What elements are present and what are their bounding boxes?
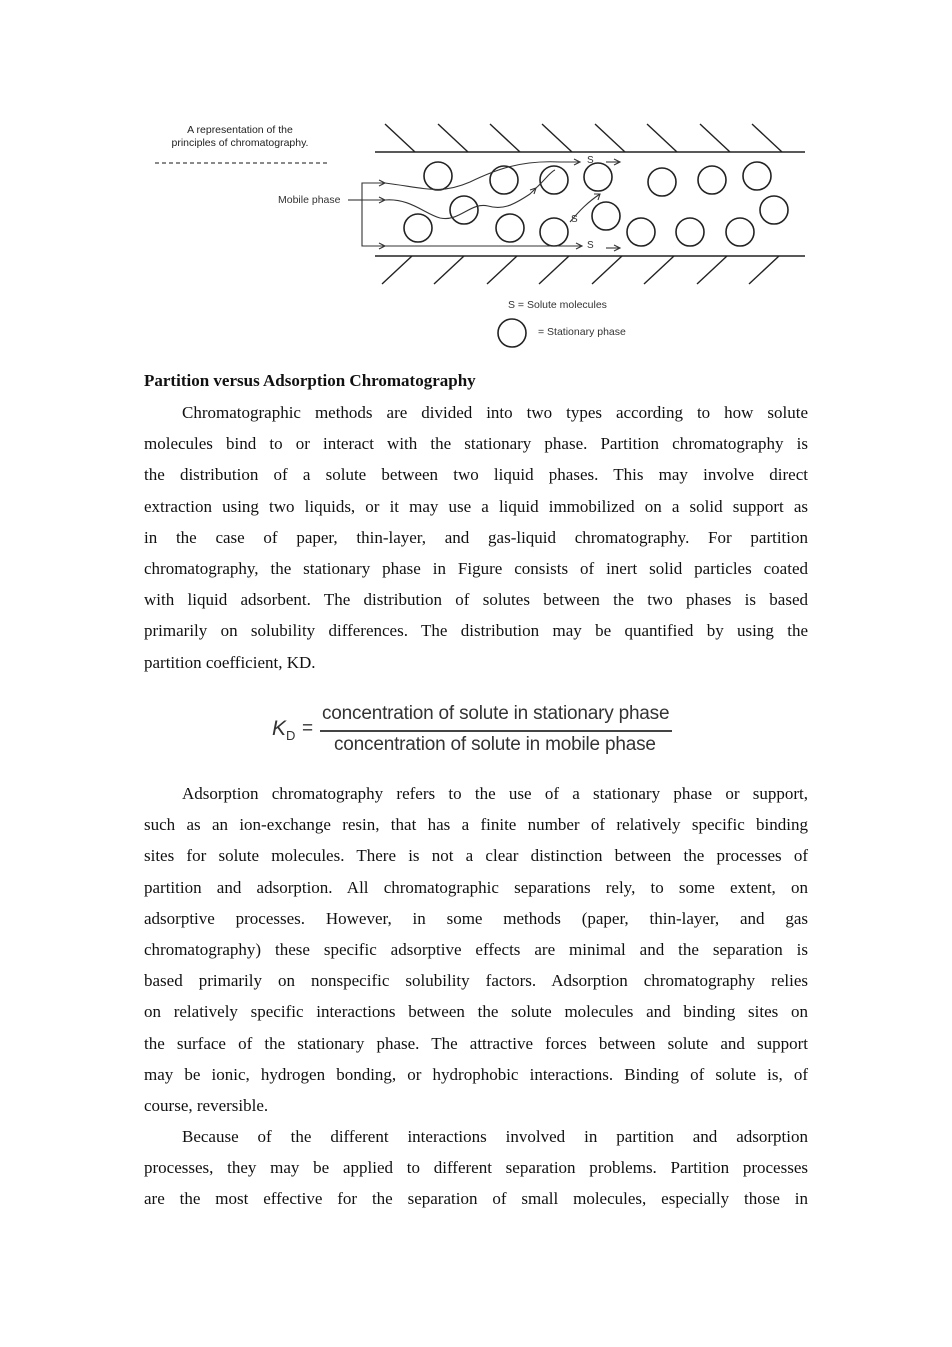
paragraph-adsorption xyxy=(144,778,808,1121)
figure-caption-line2: principles of chromatography. xyxy=(171,137,309,149)
legend-stationary-text: = Stationary phase xyxy=(538,326,626,338)
equation-numerator: concentration of solute in stationary phase xyxy=(322,703,670,724)
paragraph-partition xyxy=(144,397,808,678)
chromatography-figure xyxy=(140,110,820,365)
figure-caption xyxy=(155,124,325,150)
legend-solute-text: S = Solute molecules xyxy=(508,299,607,311)
equation-fraction-bar xyxy=(320,730,672,732)
equation-symbol xyxy=(272,717,295,741)
paragraph-line: based primarily on nonspecific solubility factors. Adsorption chromatography relies xyxy=(144,971,808,991)
paragraph-line: chromatography, the stationary phase in Figure consists of inert solid particles coated xyxy=(144,558,808,578)
equation-subscript: D xyxy=(286,728,296,743)
paragraph-line: extraction using two liquids, or it may use a liquid immobilized on a solid support as xyxy=(144,496,808,516)
stationary-particles xyxy=(404,162,788,246)
paragraph-line: Adsorption chromatography refers to the use of a stationary phase or support, xyxy=(182,784,808,803)
equation-equals: = xyxy=(302,718,314,739)
paragraph-line: Because of the different interactions involved in partition and adsorption xyxy=(182,1127,808,1146)
equation-denominator: concentration of solute in mobile phase xyxy=(334,734,656,755)
equation-k: K xyxy=(272,717,287,740)
solute-label-bottom: S xyxy=(587,240,594,251)
solute-label-middle: S xyxy=(571,214,578,225)
paragraph-line: partition and adsorption. All chromatographic separations rely, to some extent, on xyxy=(144,877,808,897)
figure-caption-line1: A representation of the xyxy=(187,124,293,136)
solute-label-top: S xyxy=(587,155,594,166)
mobile-phase-label: Mobile phase xyxy=(278,194,341,206)
paragraph-line: Chromatographic methods are divided into two types according to how solute xyxy=(182,403,808,422)
paragraph-line: partition coefficient, KD. xyxy=(144,652,316,672)
top-hatching xyxy=(385,124,782,152)
paragraph-line: course, reversible. xyxy=(144,1095,269,1115)
paragraph-line: the surface of the stationary phase. The attractive forces between solute and support xyxy=(144,1033,808,1053)
paragraph-line: on relatively specific interactions between the solute molecules and binding sites on xyxy=(144,1002,808,1022)
paragraph-line: primarily on solubility differences. The distribution may be quantified by using the xyxy=(144,621,808,641)
paragraph-line: such as an ion-exchange resin, that has a finite number of relatively specific binding xyxy=(144,815,808,835)
paragraph-applications xyxy=(144,1121,808,1215)
paragraph-line: in the case of paper, thin-layer, and gas-liquid chromatography. For partition xyxy=(144,527,808,547)
mobile-phase-bracket xyxy=(348,180,385,249)
bottom-hatching xyxy=(382,256,779,284)
paragraph-line: molecules bind to or interact with the stationary phase. Partition chromatography is xyxy=(144,434,808,454)
partition-coefficient-equation xyxy=(270,700,690,764)
legend-stationary-circle xyxy=(498,319,526,347)
section-heading: Partition versus Adsorption Chromatography xyxy=(144,371,476,390)
paragraph-line: are the most effective for the separation of small molecules, especially those in xyxy=(144,1189,808,1209)
paragraph-line: with liquid adsorbent. The distribution of solutes between the two phases is based xyxy=(144,590,808,610)
paragraph-line: adsorptive processes. However, in some methods (paper, thin-layer, and gas xyxy=(144,908,808,928)
paragraph-line: chromatography) these specific adsorptive effects are minimal and the separation is xyxy=(144,939,808,959)
paragraph-line: processes, they may be applied to different separation problems. Partition processes xyxy=(144,1158,808,1178)
paragraph-line: may be ionic, hydrogen bonding, or hydrophobic interactions. Binding of solute is, of xyxy=(144,1064,808,1084)
paragraph-line: the distribution of a solute between two liquid phases. This may involve direct xyxy=(144,465,808,485)
paragraph-line: sites for solute molecules. There is not a clear distinction between the processes of xyxy=(144,846,808,866)
